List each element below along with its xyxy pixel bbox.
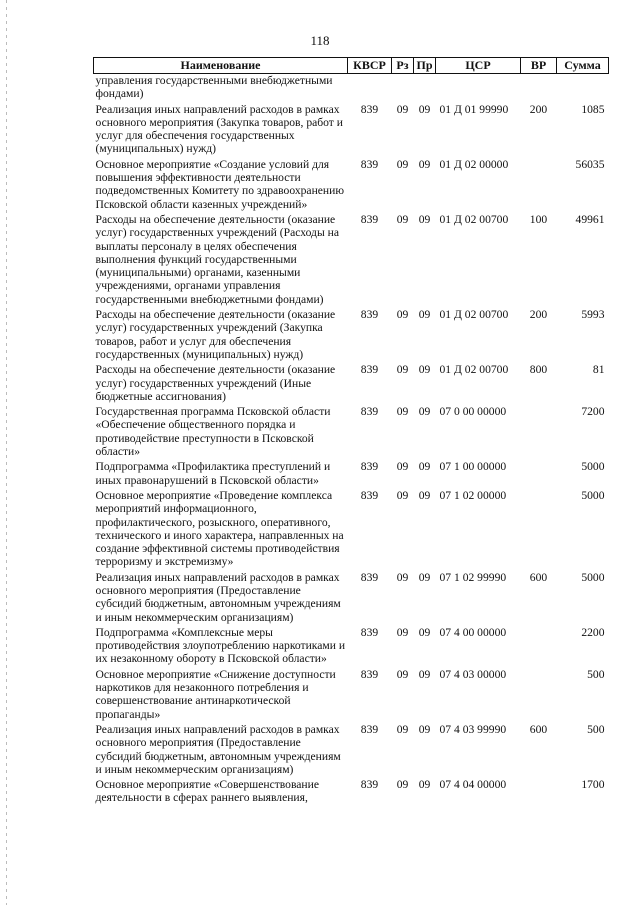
- cell-pr: 09: [418, 405, 431, 419]
- cell-kvsr: [348, 74, 392, 103]
- cell-sum: 500: [587, 722, 605, 736]
- header-rz: Рз: [392, 58, 414, 74]
- table-row: [94, 405, 609, 460]
- cell-rz: 09: [396, 102, 409, 116]
- cell-sum: 7200: [581, 405, 605, 419]
- cell-csr: 07 4 04 00000: [439, 778, 507, 792]
- cell-vr: [521, 74, 557, 103]
- cell-rz: 09: [396, 460, 409, 474]
- cell-kvsr: 839: [360, 722, 379, 736]
- table-row: [94, 74, 609, 103]
- cell-vr: [521, 158, 557, 213]
- cell-rz: 09: [396, 405, 409, 419]
- cell-name: Подпрограмма «Профилактика преступлений и иных правонарушений в Псковской области»: [95, 460, 331, 487]
- cell-rz: 09: [396, 667, 409, 681]
- cell-name: Реализация иных направлений расходов в рамках основного мероприятия (Предоставление субсидий бюджетным, автономным учреждениям и иным некоммерческим организациям): [95, 722, 341, 776]
- cell-rz: [392, 74, 414, 103]
- cell-name: Государственная программа Псковской области «Обеспечение общественного порядка и противодействие преступности в Псковской области»: [95, 405, 331, 459]
- cell-kvsr: 839: [360, 212, 379, 226]
- cell-rz: 09: [396, 308, 409, 322]
- header-sum: Сумма: [557, 58, 609, 74]
- cell-vr: [521, 405, 557, 460]
- cell-csr: 01 Д 01 99990: [439, 102, 509, 116]
- cell-kvsr: 839: [360, 570, 379, 584]
- cell-kvsr: 839: [360, 157, 379, 171]
- cell-pr: 09: [418, 460, 431, 474]
- cell-kvsr: 839: [360, 405, 379, 419]
- header-csr: ЦСР: [436, 58, 521, 74]
- cell-csr: 07 4 03 00000: [439, 667, 507, 681]
- cell-pr: [414, 74, 436, 103]
- table-row: [94, 103, 609, 158]
- cell-vr: [521, 489, 557, 571]
- cell-kvsr: 839: [360, 488, 379, 502]
- table-header-row: [94, 58, 609, 74]
- cell-rz: 09: [396, 722, 409, 736]
- cell-rz: 09: [396, 212, 409, 226]
- cell-csr: 01 Д 02 00000: [439, 157, 509, 171]
- cell-vr: 600: [529, 570, 548, 584]
- cell-vr: [521, 668, 557, 723]
- table-row: [94, 460, 609, 489]
- cell-vr: 200: [529, 308, 548, 322]
- cell-vr: [521, 626, 557, 668]
- cell-name: Расходы на обеспечение деятельности (оказание услуг) государственных учреждений (Расходы на выплаты персоналу в целях обеспечения выполнения функций государственными (муниципальными) органами, казенными учреждениями, органами управления государственными внебюджетными фондами): [95, 212, 339, 306]
- cell-vr: 600: [529, 722, 548, 736]
- cell-csr: 01 Д 02 00700: [439, 308, 509, 322]
- cell-sum: 1085: [581, 102, 605, 116]
- table-row: [94, 308, 609, 363]
- cell-csr: 07 4 03 99990: [439, 722, 507, 736]
- cell-pr: 09: [418, 625, 431, 639]
- table-body: [94, 74, 609, 807]
- cell-sum: [557, 74, 609, 103]
- cell-sum: 5000: [581, 488, 605, 502]
- cell-pr: 09: [418, 308, 431, 322]
- cell-csr: [436, 74, 521, 103]
- header-name: Наименование: [94, 58, 348, 74]
- cell-pr: 09: [418, 363, 431, 377]
- cell-vr: 800: [529, 363, 548, 377]
- table-row: [94, 668, 609, 723]
- cell-rz: 09: [396, 778, 409, 792]
- cell-kvsr: 839: [360, 363, 379, 377]
- table-row: [94, 778, 609, 807]
- cell-pr: 09: [418, 212, 431, 226]
- cell-pr: 09: [418, 570, 431, 584]
- cell-pr: 09: [418, 778, 431, 792]
- cell-csr: 01 Д 02 00700: [439, 363, 509, 377]
- cell-vr: 100: [529, 212, 548, 226]
- cell-sum: 1700: [581, 778, 605, 792]
- cell-csr: 07 1 00 00000: [439, 460, 507, 474]
- cell-pr: 09: [418, 157, 431, 171]
- cell-name: управления государственными внебюджетными фондами): [95, 74, 333, 101]
- cell-rz: 09: [396, 570, 409, 584]
- cell-pr: 09: [418, 102, 431, 116]
- cell-kvsr: 839: [360, 308, 379, 322]
- cell-sum: 49961: [575, 212, 605, 226]
- cell-kvsr: 839: [360, 667, 379, 681]
- table-row: [94, 213, 609, 308]
- header-kvsr: КВСР: [348, 58, 392, 74]
- cell-name: Подпрограмма «Комплексные меры противодействия злоупотреблению наркотиками и их незаконному обороту в Псковской области»: [95, 625, 346, 666]
- cell-name: Реализация иных направлений расходов в рамках основного мероприятия (Предоставление субсидий бюджетным, автономным учреждениям и иным некоммерческим организациям): [95, 570, 341, 624]
- cell-csr: 07 1 02 99990: [439, 570, 507, 584]
- cell-name: Основное мероприятие «Совершенствование деятельности в сферах раннего выявления,: [95, 778, 319, 805]
- cell-sum: 56035: [575, 157, 605, 171]
- cell-sum: 5993: [581, 308, 605, 322]
- cell-csr: 07 4 00 00000: [439, 625, 507, 639]
- cell-pr: 09: [418, 667, 431, 681]
- table-row: [94, 489, 609, 571]
- cell-rz: 09: [396, 625, 409, 639]
- cell-sum: 81: [592, 363, 605, 377]
- cell-name: Реализация иных направлений расходов в рамках основного мероприятия (Закупка товаров, работ и услуг для обеспечения государственных (муниципальных) нужд): [95, 102, 343, 156]
- cell-vr: 200: [529, 102, 548, 116]
- table-row: [94, 626, 609, 668]
- cell-sum: 500: [587, 667, 605, 681]
- cell-pr: 09: [418, 488, 431, 502]
- header-pr: Пр: [414, 58, 436, 74]
- cell-vr: [521, 460, 557, 489]
- cell-csr: 07 0 00 00000: [439, 405, 507, 419]
- cell-rz: 09: [396, 363, 409, 377]
- cell-vr: [521, 778, 557, 807]
- cell-pr: 09: [418, 722, 431, 736]
- cell-kvsr: 839: [360, 778, 379, 792]
- cell-csr: 01 Д 02 00700: [439, 212, 509, 226]
- cell-name: Расходы на обеспечение деятельности (оказание услуг) государственных учреждений (Иные бюджетные ассигнования): [95, 363, 336, 403]
- cell-sum: 2200: [581, 625, 605, 639]
- table-row: [94, 723, 609, 778]
- cell-name: Основное мероприятие «Создание условий для повышения эффективности деятельности подведомственных Комитету по здравоохранению Псковской области казенных учреждений»: [95, 157, 345, 211]
- cell-rz: 09: [396, 488, 409, 502]
- cell-kvsr: 839: [360, 460, 379, 474]
- table-row: [94, 158, 609, 213]
- header-vr: ВР: [521, 58, 557, 74]
- scan-edge: [6, 0, 7, 905]
- page-number: 118: [310, 33, 330, 48]
- budget-table: [93, 57, 609, 807]
- cell-name: Расходы на обеспечение деятельности (оказание услуг) государственных учреждений (Закупка товаров, работ и услуг для обеспечения государственных (муниципальных) нужд): [95, 308, 336, 361]
- cell-name: Основное мероприятие «Проведение комплекса мероприятий информационного, профилактического, розыскного, оперативного, технического и иного характера, направленных на создание эффективной системы противодействия терроризму и экстремизму»: [95, 488, 344, 569]
- cell-rz: 09: [396, 157, 409, 171]
- cell-sum: 5000: [581, 460, 605, 474]
- table-row: [94, 363, 609, 405]
- cell-kvsr: 839: [360, 102, 379, 116]
- table-row: [94, 571, 609, 626]
- cell-sum: 5000: [581, 570, 605, 584]
- cell-name: Основное мероприятие «Снижение доступности наркотиков для незаконного потребления и совершенствование антинаркотической пропаганды»: [95, 667, 336, 721]
- cell-kvsr: 839: [360, 625, 379, 639]
- cell-csr: 07 1 02 00000: [439, 488, 507, 502]
